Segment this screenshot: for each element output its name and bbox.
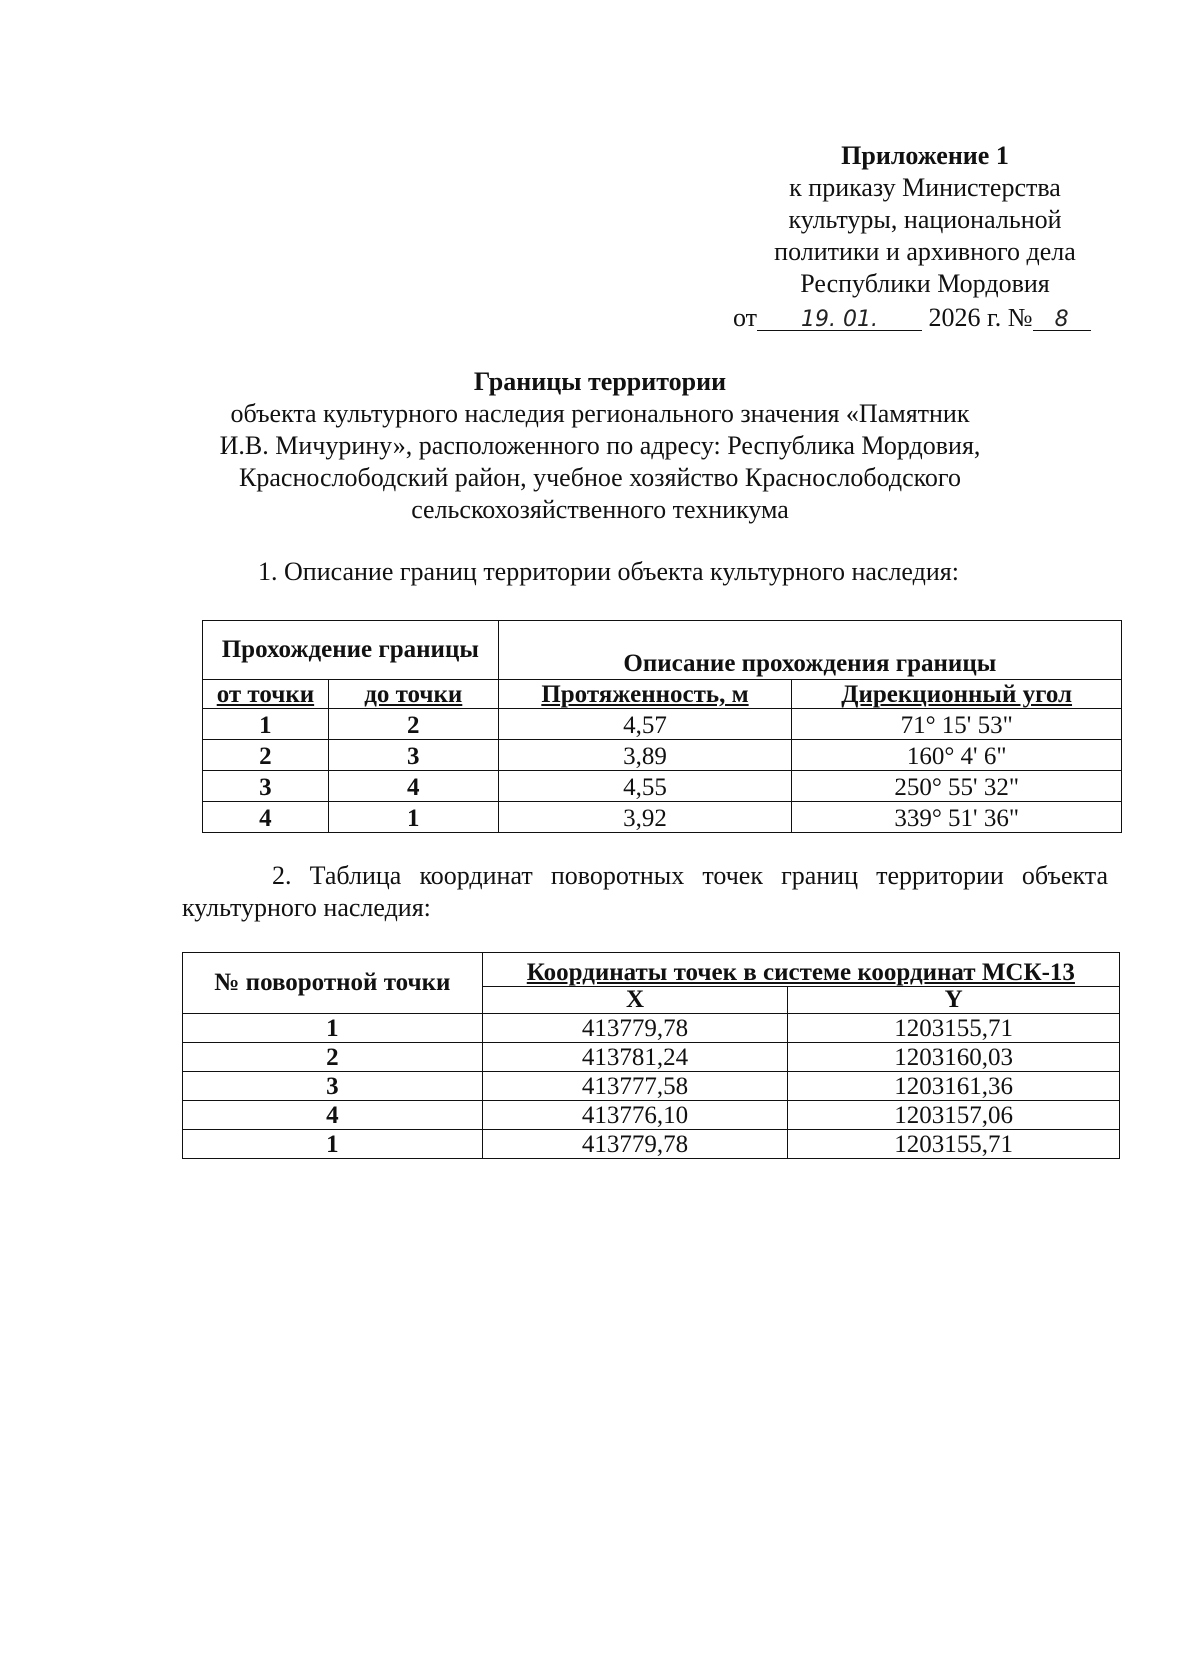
table-row xyxy=(203,740,1122,771)
cell-from: 2 xyxy=(203,740,329,771)
title-line: И.В. Мичурину», расположенного по адресу: Республика Мордовия, xyxy=(219,431,981,460)
cell-angle: 160° 4' 6" xyxy=(792,740,1122,771)
cell-point: 2 xyxy=(183,1043,483,1072)
section-1-heading: 1. Описание границ территории объекта культурного наследия: xyxy=(258,557,959,586)
cell-angle: 339° 51' 36" xyxy=(792,802,1122,833)
header-boundary-passage: Прохождение границы xyxy=(203,621,499,680)
cell-to: 3 xyxy=(328,740,498,771)
cell-x: 413776,10 xyxy=(482,1101,788,1130)
header-direction-angle: Дирекционный угол xyxy=(792,680,1122,709)
header-to-point: до точки xyxy=(328,680,498,709)
cell-to: 1 xyxy=(328,802,498,833)
appendix-line: культуры, национальной xyxy=(788,205,1062,234)
cell-length: 4,55 xyxy=(498,771,792,802)
header-from-point: от точки xyxy=(203,680,329,709)
title-line: сельскохозяйственного техникума xyxy=(411,495,789,524)
cell-x: 413779,78 xyxy=(482,1130,788,1159)
appendix-line: Республики Мордовия xyxy=(800,269,1050,298)
decree-date-line xyxy=(733,302,1123,334)
header-point-number: № поворотной точки xyxy=(183,953,483,1014)
cell-point: 1 xyxy=(183,1130,483,1159)
number-blank xyxy=(1033,302,1091,331)
table-row xyxy=(183,1043,1120,1072)
document-title xyxy=(150,366,1050,526)
cell-to: 4 xyxy=(328,771,498,802)
cell-angle: 71° 15' 53" xyxy=(792,709,1122,740)
appendix-line: политики и архивного дела xyxy=(774,237,1076,266)
coordinates-table xyxy=(182,952,1120,1159)
section-2-heading: 2. Таблица координат поворотных точек границ территории объекта культурного наследия: xyxy=(182,861,1108,922)
boundary-description-table xyxy=(202,620,1122,833)
cell-x: 413779,78 xyxy=(482,1014,788,1043)
handwritten-number: 8 xyxy=(1054,307,1069,332)
cell-from: 4 xyxy=(203,802,329,833)
appendix-title: Приложение 1 xyxy=(841,141,1009,170)
cell-x: 413777,58 xyxy=(482,1072,788,1101)
date-prefix: от xyxy=(733,303,758,332)
title-heading: Границы территории xyxy=(473,367,727,396)
table-row xyxy=(203,802,1122,833)
cell-x: 413781,24 xyxy=(482,1043,788,1072)
cell-angle: 250° 55' 32" xyxy=(792,771,1122,802)
cell-length: 3,89 xyxy=(498,740,792,771)
header-x: X xyxy=(482,987,788,1014)
cell-y: 1203155,71 xyxy=(788,1014,1120,1043)
cell-length: 4,57 xyxy=(498,709,792,740)
cell-y: 1203157,06 xyxy=(788,1101,1120,1130)
cell-to: 2 xyxy=(328,709,498,740)
table-row xyxy=(183,1072,1120,1101)
table-row xyxy=(203,709,1122,740)
cell-point: 4 xyxy=(183,1101,483,1130)
appendix-header xyxy=(730,140,1120,300)
table-row xyxy=(183,1101,1120,1130)
header-length: Протяженность, м xyxy=(498,680,792,709)
table-row xyxy=(183,1014,1120,1043)
title-line: Краснослободский район, учебное хозяйство Краснослободского xyxy=(239,463,961,492)
table-row xyxy=(203,771,1122,802)
cell-y: 1203161,36 xyxy=(788,1072,1120,1101)
date-blank xyxy=(757,302,922,331)
cell-point: 1 xyxy=(183,1014,483,1043)
header-y: Y xyxy=(788,987,1120,1014)
header-coordinates: Координаты точек в системе координат МСК-13 xyxy=(482,953,1119,987)
cell-length: 3,92 xyxy=(498,802,792,833)
handwritten-date: 19. 01. xyxy=(801,307,879,332)
appendix-line: к приказу Министерства xyxy=(789,173,1061,202)
title-line: объекта культурного наследия регионального значения «Памятник xyxy=(230,399,970,428)
year-number-label: 2026 г. № xyxy=(928,303,1033,332)
cell-from: 1 xyxy=(203,709,329,740)
cell-from: 3 xyxy=(203,771,329,802)
cell-y: 1203155,71 xyxy=(788,1130,1120,1159)
table-row xyxy=(183,1130,1120,1159)
cell-point: 3 xyxy=(183,1072,483,1101)
cell-y: 1203160,03 xyxy=(788,1043,1120,1072)
header-boundary-description: Описание прохождения границы xyxy=(498,621,1121,680)
